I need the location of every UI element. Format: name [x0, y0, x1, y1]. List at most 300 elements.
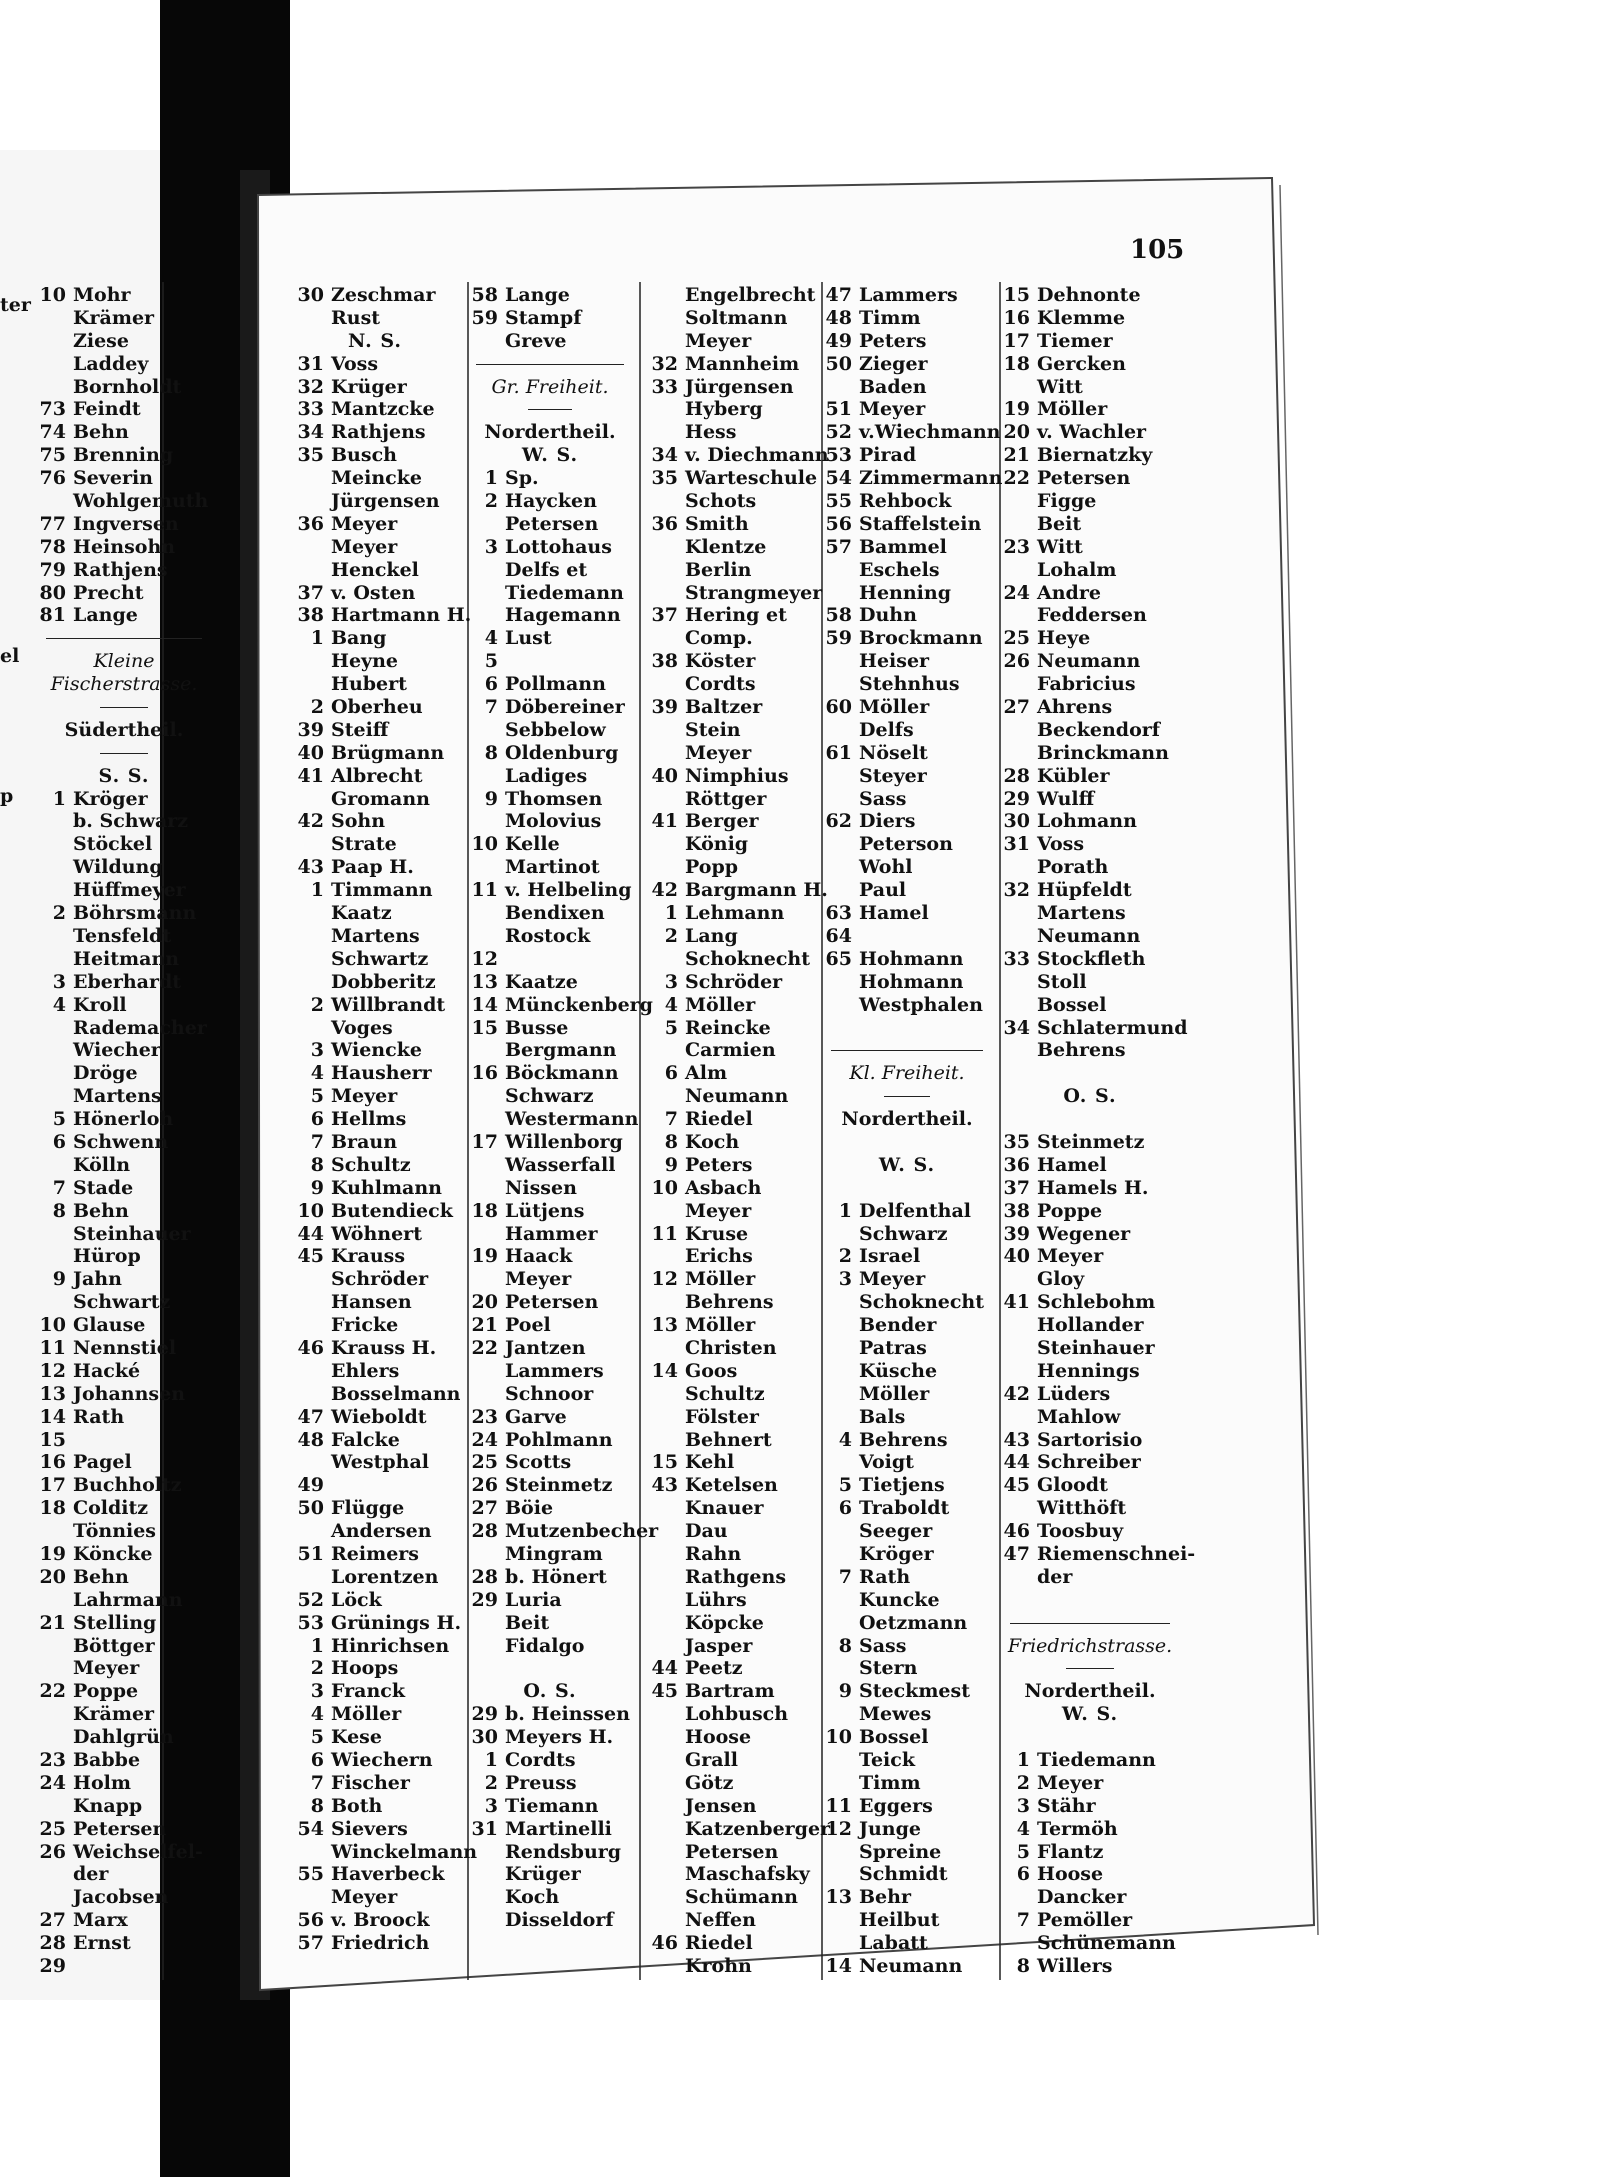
directory-entry	[458, 1314, 642, 1337]
house-number: 3	[310, 1680, 324, 1703]
directory-entry	[638, 1474, 824, 1497]
house-number: 6	[838, 1497, 852, 1520]
directory-entry	[26, 604, 222, 627]
directory-entry	[638, 742, 824, 765]
resident-name: Kuncke	[859, 1588, 940, 1611]
directory-entry	[458, 948, 642, 971]
directory-entry	[638, 559, 824, 582]
resident-name: Bender	[859, 1314, 937, 1337]
directory-entry	[26, 1772, 222, 1795]
house-number: 14	[651, 1359, 678, 1382]
house-number: 6	[310, 1749, 324, 1771]
directory-entry	[26, 1543, 222, 1566]
resident-name: Erichs	[685, 1245, 753, 1268]
resident-name: Labatt	[859, 1932, 928, 1955]
directory-entry	[990, 582, 1190, 605]
directory-entry	[990, 1360, 1190, 1383]
house-number: 57	[825, 535, 852, 558]
resident-name: Hoose	[685, 1726, 752, 1749]
resident-name: Hamels H.	[1037, 1176, 1149, 1199]
directory-entry	[638, 902, 824, 925]
resident-name: Glause	[73, 1314, 146, 1337]
house-number: 24	[1003, 581, 1030, 604]
directory-entry	[638, 1566, 824, 1589]
resident-name: Koch	[685, 1130, 740, 1153]
resident-name: Babbe	[73, 1749, 141, 1771]
resident-name: Kröger	[859, 1542, 934, 1565]
directory-entry	[458, 1497, 642, 1520]
house-number: 8	[310, 1153, 324, 1176]
section-divider	[990, 1657, 1190, 1680]
directory-entry	[458, 1291, 642, 1314]
directory-entry	[638, 1612, 824, 1635]
resident-name: Lahrmann	[73, 1588, 183, 1611]
resident-name: Gloodt	[1037, 1474, 1108, 1497]
directory-entry	[26, 1520, 222, 1543]
house-number: 10	[471, 833, 498, 856]
resident-name: Baltzer	[685, 696, 763, 719]
directory-entry	[26, 1177, 222, 1200]
directory-entry	[458, 284, 642, 307]
house-number: 34	[651, 444, 678, 467]
resident-name: Lohbusch	[685, 1703, 789, 1726]
resident-name: Lammers	[505, 1359, 604, 1382]
directory-entry	[638, 604, 824, 627]
house-number: 4	[664, 993, 678, 1016]
directory-entry	[26, 856, 222, 879]
house-number: 59	[825, 627, 852, 650]
directory-entry	[812, 1497, 1002, 1520]
directory-entry	[284, 1062, 466, 1085]
resident-name: Krohn	[685, 1955, 752, 1978]
resident-name: Meyer	[331, 512, 398, 535]
directory-entry	[26, 421, 222, 444]
house-number: 55	[825, 490, 852, 513]
resident-name: Ernst	[73, 1932, 131, 1955]
resident-name: Berlin	[685, 558, 752, 581]
directory-entry	[812, 879, 1002, 902]
resident-name: Schoknecht	[859, 1291, 985, 1314]
house-number: 1	[310, 879, 324, 902]
directory-entry	[26, 1291, 222, 1314]
directory-entry	[284, 1154, 466, 1177]
directory-entry	[284, 696, 466, 719]
resident-name: Butendieck	[331, 1199, 453, 1222]
resident-name: Schnoor	[505, 1382, 594, 1405]
directory-entry	[638, 1772, 824, 1795]
directory-entry	[638, 1337, 824, 1360]
resident-name: Junge	[859, 1817, 921, 1840]
house-number: 38	[297, 604, 324, 627]
resident-name: Precht	[73, 581, 144, 604]
house-number: 29	[1003, 787, 1030, 810]
directory-entry	[812, 330, 1002, 353]
house-number: 5	[838, 1474, 852, 1497]
resident-name: Pollmann	[505, 673, 606, 696]
directory-entry	[284, 284, 466, 307]
directory-entry	[458, 582, 642, 605]
resident-name: Witt	[1037, 535, 1083, 558]
resident-name: Both	[331, 1794, 383, 1817]
directory-entry	[26, 971, 222, 994]
directory-entry	[638, 1039, 824, 1062]
directory-entry	[458, 925, 642, 948]
resident-name: Steinhauer	[1037, 1336, 1155, 1359]
resident-name: Fricke	[331, 1314, 399, 1337]
resident-name: Gercken	[1037, 352, 1126, 375]
directory-entry	[284, 856, 466, 879]
house-number: 28	[39, 1932, 66, 1955]
directory-entry	[458, 765, 642, 788]
directory-entry	[26, 1749, 222, 1772]
resident-name: Behr	[859, 1886, 911, 1909]
resident-name: Reincke	[685, 1016, 771, 1039]
resident-name: Rendsburg	[505, 1840, 622, 1863]
house-number: 42	[651, 879, 678, 902]
resident-name: Gromann	[331, 787, 430, 810]
directory-entry	[638, 490, 824, 513]
resident-name: Soltmann	[685, 306, 788, 329]
house-number: 28	[1003, 764, 1030, 787]
house-number: 15	[1003, 284, 1030, 306]
resident-name: Rathjens	[73, 558, 168, 581]
directory-entry	[638, 765, 824, 788]
house-number: 18	[1003, 352, 1030, 375]
directory-entry	[26, 1085, 222, 1108]
resident-name: v. Wachler	[1037, 421, 1147, 444]
resident-name: Peetz	[685, 1657, 743, 1680]
resident-name: Behrens	[859, 1428, 948, 1451]
house-number: 10	[651, 1176, 678, 1199]
house-number: 37	[651, 604, 678, 627]
resident-name: Wiechern	[331, 1749, 433, 1771]
directory-entry	[284, 1520, 466, 1543]
directory-entry	[284, 1429, 466, 1452]
district-heading: Nordertheil.	[841, 1108, 973, 1131]
directory-entry	[458, 1566, 642, 1589]
resident-name: Rehbock	[859, 490, 952, 513]
directory-entry	[990, 650, 1190, 673]
resident-name: Laddey	[73, 352, 149, 375]
resident-name: Koch	[505, 1886, 560, 1909]
house-number: 49	[825, 329, 852, 352]
directory-entry	[638, 1841, 824, 1864]
resident-name: Stampf	[505, 306, 582, 329]
directory-entry	[990, 696, 1190, 719]
resident-name: Meyer	[331, 1886, 398, 1909]
directory-entry	[284, 1314, 466, 1337]
resident-name: Mingram	[505, 1542, 603, 1565]
resident-name: Nimphius	[685, 764, 789, 787]
directory-entry	[990, 1795, 1190, 1818]
directory-entry	[26, 1451, 222, 1474]
directory-entry	[458, 1406, 642, 1429]
resident-name: Hinrichsen	[331, 1634, 450, 1657]
directory-entry	[812, 1566, 1002, 1589]
resident-name: Sartorisio	[1037, 1428, 1143, 1451]
directory-entry	[638, 810, 824, 833]
resident-name: Oberheu	[331, 696, 423, 719]
house-number: 50	[825, 352, 852, 375]
resident-name: Hering et	[685, 604, 787, 627]
house-number: 30	[471, 1726, 498, 1749]
directory-entry	[26, 1337, 222, 1360]
directory-entry	[638, 284, 824, 307]
directory-entry	[990, 421, 1190, 444]
resident-name: Heitmann	[73, 947, 180, 970]
directory-entry	[990, 490, 1190, 513]
resident-name: Jahn	[73, 1268, 122, 1291]
house-number: 46	[297, 1336, 324, 1359]
house-number: 36	[651, 512, 678, 535]
resident-name: Kaatze	[505, 970, 578, 993]
directory-entry	[990, 1772, 1190, 1795]
resident-name: Weichselfel-	[73, 1840, 203, 1863]
street-heading: Fischerstrasse.	[50, 673, 198, 696]
resident-name: Meyer	[73, 1657, 140, 1680]
directory-entry	[458, 1177, 642, 1200]
resident-name: Holm	[73, 1771, 131, 1794]
house-number: 19	[39, 1542, 66, 1565]
directory-entry	[26, 376, 222, 399]
resident-name: Termöh	[1037, 1817, 1118, 1840]
resident-name: Hohmann	[859, 947, 964, 970]
resident-name: Behrens	[685, 1291, 774, 1314]
directory-entry	[26, 1200, 222, 1223]
directory-entry	[812, 696, 1002, 719]
house-number: 1	[310, 627, 324, 650]
resident-name: Schots	[685, 490, 757, 513]
directory-entry	[638, 1314, 824, 1337]
resident-name: Westphal	[331, 1451, 429, 1474]
house-number: 54	[825, 467, 852, 490]
directory-entry	[638, 1177, 824, 1200]
resident-name: Hacké	[73, 1359, 141, 1382]
house-number: 2	[1016, 1771, 1030, 1794]
directory-entry	[812, 421, 1002, 444]
directory-entry	[638, 1886, 824, 1909]
directory-entry	[990, 879, 1190, 902]
directory-entry	[990, 604, 1190, 627]
resident-name: Seeger	[859, 1520, 933, 1543]
resident-name: Henning	[859, 581, 951, 604]
house-number: 23	[1003, 535, 1030, 558]
house-number: 21	[471, 1314, 498, 1337]
directory-entry	[458, 1039, 642, 1062]
house-number: 8	[1016, 1955, 1030, 1978]
resident-name: Stern	[859, 1657, 918, 1680]
resident-name: Schreiber	[1037, 1451, 1141, 1474]
resident-name: Haack	[505, 1245, 573, 1268]
resident-name: Lange	[73, 604, 138, 627]
directory-entry	[26, 1497, 222, 1520]
house-number: 1	[1016, 1749, 1030, 1771]
resident-name: Rathgens	[685, 1565, 787, 1588]
directory-entry	[26, 1406, 222, 1429]
house-number: 6	[664, 1062, 678, 1085]
directory-entry	[284, 925, 466, 948]
district-heading: Nordertheil.	[1024, 1680, 1156, 1703]
directory-entry	[812, 490, 1002, 513]
resident-name: Lust	[505, 627, 552, 650]
house-number: 58	[825, 604, 852, 627]
resident-name: Ziese	[73, 329, 129, 352]
directory-entry	[284, 467, 466, 490]
resident-name: Möller	[685, 1268, 756, 1291]
directory-entry	[284, 1451, 466, 1474]
house-number: 44	[1003, 1451, 1030, 1474]
directory-entry	[990, 284, 1190, 307]
directory-entry	[638, 719, 824, 742]
directory-entry	[812, 1245, 1002, 1268]
house-number: 34	[297, 421, 324, 444]
resident-name: Jürgensen	[331, 490, 440, 513]
directory-entry	[990, 1520, 1190, 1543]
column-3	[458, 284, 659, 1984]
directory-entry	[284, 1017, 466, 1040]
directory-entry	[638, 1795, 824, 1818]
directory-entry	[990, 833, 1190, 856]
resident-name: Hennings	[1037, 1359, 1140, 1382]
resident-name: Neumann	[859, 1955, 963, 1978]
resident-name: Jensen	[685, 1794, 757, 1817]
house-number: 15	[651, 1451, 678, 1474]
directory-entry	[990, 719, 1190, 742]
house-number: 22	[39, 1680, 66, 1703]
resident-name: Steyer	[859, 764, 927, 787]
resident-name: Garve	[505, 1405, 567, 1428]
resident-name: Meyer	[859, 398, 926, 421]
resident-name: Greve	[505, 329, 567, 352]
directory-entry	[458, 536, 642, 559]
resident-name: b. Hönert	[505, 1565, 607, 1588]
resident-name: Schröder	[331, 1268, 429, 1291]
house-number: 24	[471, 1428, 498, 1451]
directory-entry	[284, 444, 466, 467]
house-number: 15	[471, 1016, 498, 1039]
directory-entry	[26, 1703, 222, 1726]
directory-entry	[638, 1429, 824, 1452]
directory-entry	[26, 1657, 222, 1680]
resident-name: Meincke	[331, 467, 422, 490]
resident-name: Ingversen	[73, 512, 179, 535]
directory-entry	[26, 1154, 222, 1177]
house-number: 26	[39, 1840, 66, 1863]
house-number: 61	[825, 741, 852, 764]
resident-name: Döbereiner	[505, 696, 625, 719]
resident-name: Rostock	[505, 924, 591, 947]
resident-name: Heinsohn	[73, 535, 176, 558]
directory-entry	[990, 1039, 1190, 1062]
resident-name: Martinot	[505, 856, 600, 879]
resident-name: Lehmann	[685, 902, 785, 925]
resident-name: Beit	[1037, 512, 1082, 535]
resident-name: Oldenburg	[505, 741, 619, 764]
directory-entry	[638, 994, 824, 1017]
resident-name: Friedrich	[331, 1932, 430, 1955]
directory-entry	[638, 1406, 824, 1429]
resident-name: Riemenschnei-	[1037, 1542, 1196, 1565]
house-number: 51	[297, 1542, 324, 1565]
house-number: 4	[310, 1703, 324, 1726]
resident-name: Bosselmann	[331, 1382, 461, 1405]
house-number: 40	[1003, 1245, 1030, 1268]
resident-name: Staffelstein	[859, 512, 982, 535]
resident-name: Mahlow	[1037, 1405, 1121, 1428]
resident-name: Kaatz	[331, 902, 392, 925]
resident-name: Hubert	[331, 673, 407, 696]
directory-entry	[990, 925, 1190, 948]
section-divider	[458, 398, 642, 421]
house-number: 54	[297, 1817, 324, 1840]
resident-name: Knapp	[73, 1794, 143, 1817]
resident-name: Hönerloh	[73, 1108, 174, 1131]
house-number: 16	[39, 1451, 66, 1474]
resident-name: Pagel	[73, 1451, 132, 1474]
house-number: 32	[651, 352, 678, 375]
house-number: 52	[297, 1588, 324, 1611]
resident-name: Küsche	[859, 1359, 938, 1382]
resident-name: Ladiges	[505, 764, 588, 787]
house-number: 11	[651, 1222, 678, 1245]
house-number: 10	[39, 1314, 66, 1337]
house-number: 41	[297, 764, 324, 787]
resident-name: Meyer	[685, 741, 752, 764]
resident-name: Möller	[685, 1314, 756, 1337]
resident-name: Hüffmeyer	[73, 879, 186, 902]
resident-name: Peterson	[859, 833, 953, 856]
resident-name: Sebbelow	[505, 718, 606, 741]
resident-name: Eschels	[859, 558, 940, 581]
directory-entry	[990, 856, 1190, 879]
house-number: 46	[1003, 1520, 1030, 1543]
resident-name: Buchholtz	[73, 1474, 182, 1497]
directory-entry	[812, 559, 1002, 582]
resident-name: Fabricius	[1037, 673, 1136, 696]
resident-name: Möller	[685, 993, 756, 1016]
directory-entry	[990, 1566, 1190, 1589]
directory-entry	[638, 948, 824, 971]
house-number: 2	[838, 1245, 852, 1268]
resident-name: Bendixen	[505, 902, 605, 925]
directory-entry	[458, 719, 642, 742]
left-margin-fragment: p	[0, 785, 14, 807]
resident-name: Schwartz	[73, 1291, 171, 1314]
directory-entry	[284, 1932, 466, 1955]
resident-name: Beit	[505, 1611, 550, 1634]
resident-name: Hoops	[331, 1657, 399, 1680]
directory-entry	[990, 559, 1190, 582]
house-number: 59	[471, 306, 498, 329]
house-number: 1	[838, 1199, 852, 1222]
resident-name: Schünemann	[1037, 1932, 1176, 1955]
directory-entry	[284, 513, 466, 536]
house-number: 74	[39, 421, 66, 444]
resident-name: Meyer	[859, 1268, 926, 1291]
resident-name: Lottohaus	[505, 535, 612, 558]
resident-name: Mohr	[73, 284, 131, 306]
directory-entry	[638, 1108, 824, 1131]
resident-name: v. Osten	[331, 581, 416, 604]
house-number: 22	[471, 1336, 498, 1359]
house-number: 17	[39, 1474, 66, 1497]
directory-entry	[284, 994, 466, 1017]
resident-name: Hausherr	[331, 1062, 432, 1085]
directory-entry	[638, 1017, 824, 1040]
resident-name: Sohn	[331, 810, 386, 833]
directory-entry	[638, 444, 829, 467]
directory-entry	[990, 1886, 1190, 1909]
